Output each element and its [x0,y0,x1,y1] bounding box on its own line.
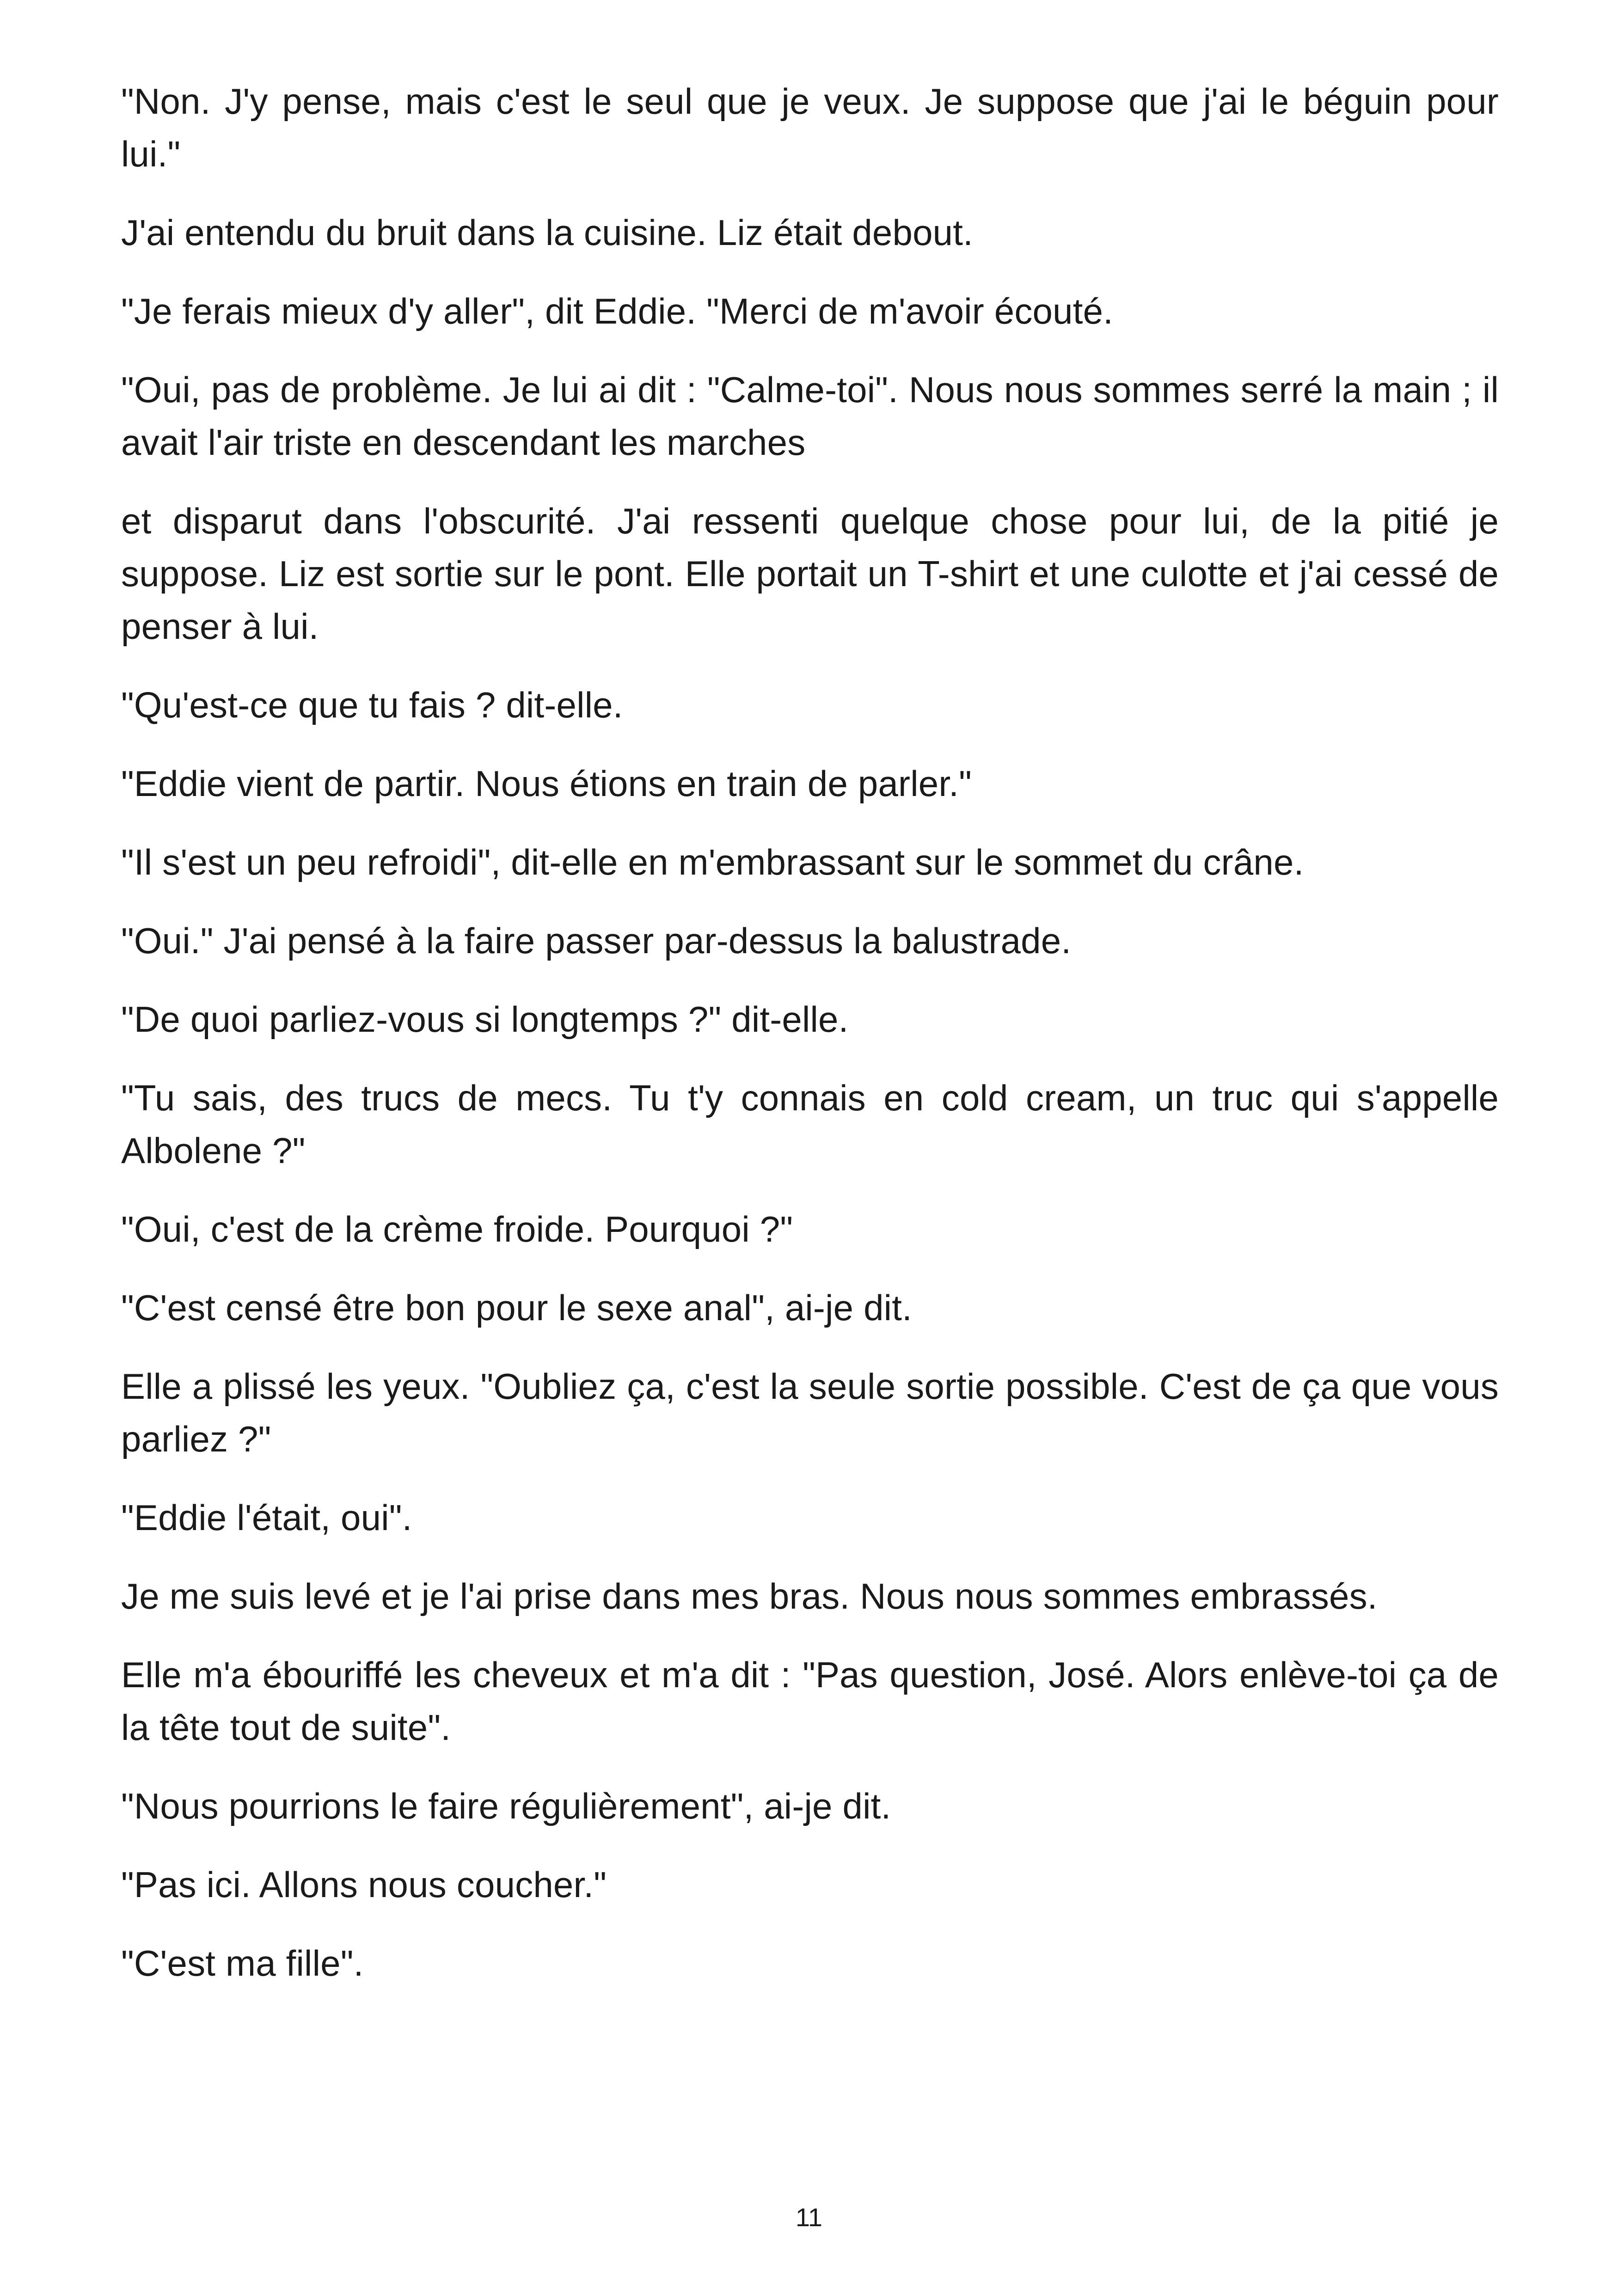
page-body [121,75,1499,2015]
paragraph: "C'est censé être bon pour le sexe anal", ai-je dit. [121,1287,912,1328]
paragraph: "Oui, c'est de la crème froide. Pourquoi ?" [121,1209,793,1249]
paragraph: "C'est ma fille". [121,1943,364,1984]
paragraph: "Eddie l'était, oui". [121,1497,412,1538]
paragraph: "Tu sais, des trucs de mecs. Tu t'y connais en cold cream, un truc qui s'appelle Albolene ?" [121,1078,1499,1171]
paragraph: "De quoi parliez-vous si longtemps ?" dit-elle. [121,999,849,1040]
paragraph: "Pas ici. Allons nous coucher." [121,1864,607,1905]
paragraph: "Oui." J'ai pensé à la faire passer par-dessus la balustrade. [121,920,1072,961]
paragraph: "Il s'est un peu refroidi", dit-elle en m'embrassant sur le sommet du crâne. [121,842,1304,882]
paragraph: "Qu'est-ce que tu fais ? dit-elle. [121,685,623,725]
paragraph: "Oui, pas de problème. Je lui ai dit : "Calme-toi". Nous nous sommes serré la main ; il avait l'air triste en descendant les marches [121,369,1499,463]
paragraph: et disparut dans l'obscurité. J'ai ressenti quelque chose pour lui, de la pitié je suppose. Liz est sortie sur le pont. Elle portait un T-shirt et une culotte et j'ai cessé de penser à lui. [121,501,1499,647]
paragraph: Elle m'a ébouriffé les cheveux et m'a dit : "Pas question, José. Alors enlève-toi ça de la tête tout de suite". [121,1654,1499,1748]
paragraph: J'ai entendu du bruit dans la cuisine. Liz était debout. [121,212,973,253]
paragraph: "Non. J'y pense, mais c'est le seul que je veux. Je suppose que j'ai le béguin pour lui." [121,81,1499,174]
paragraph: "Je ferais mieux d'y aller", dit Eddie. "Merci de m'avoir écouté. [121,291,1114,331]
paragraph: "Eddie vient de partir. Nous étions en train de parler." [121,763,972,804]
paragraph: "Nous pourrions le faire régulièrement", ai-je dit. [121,1786,891,1826]
page-number: 11 [795,2203,823,2232]
paragraph: Elle a plissé les yeux. "Oubliez ça, c'est la seule sortie possible. C'est de ça que vous parliez ?" [121,1366,1499,1459]
paragraph: Je me suis levé et je l'ai prise dans mes bras. Nous nous sommes embrassés. [121,1576,1378,1616]
